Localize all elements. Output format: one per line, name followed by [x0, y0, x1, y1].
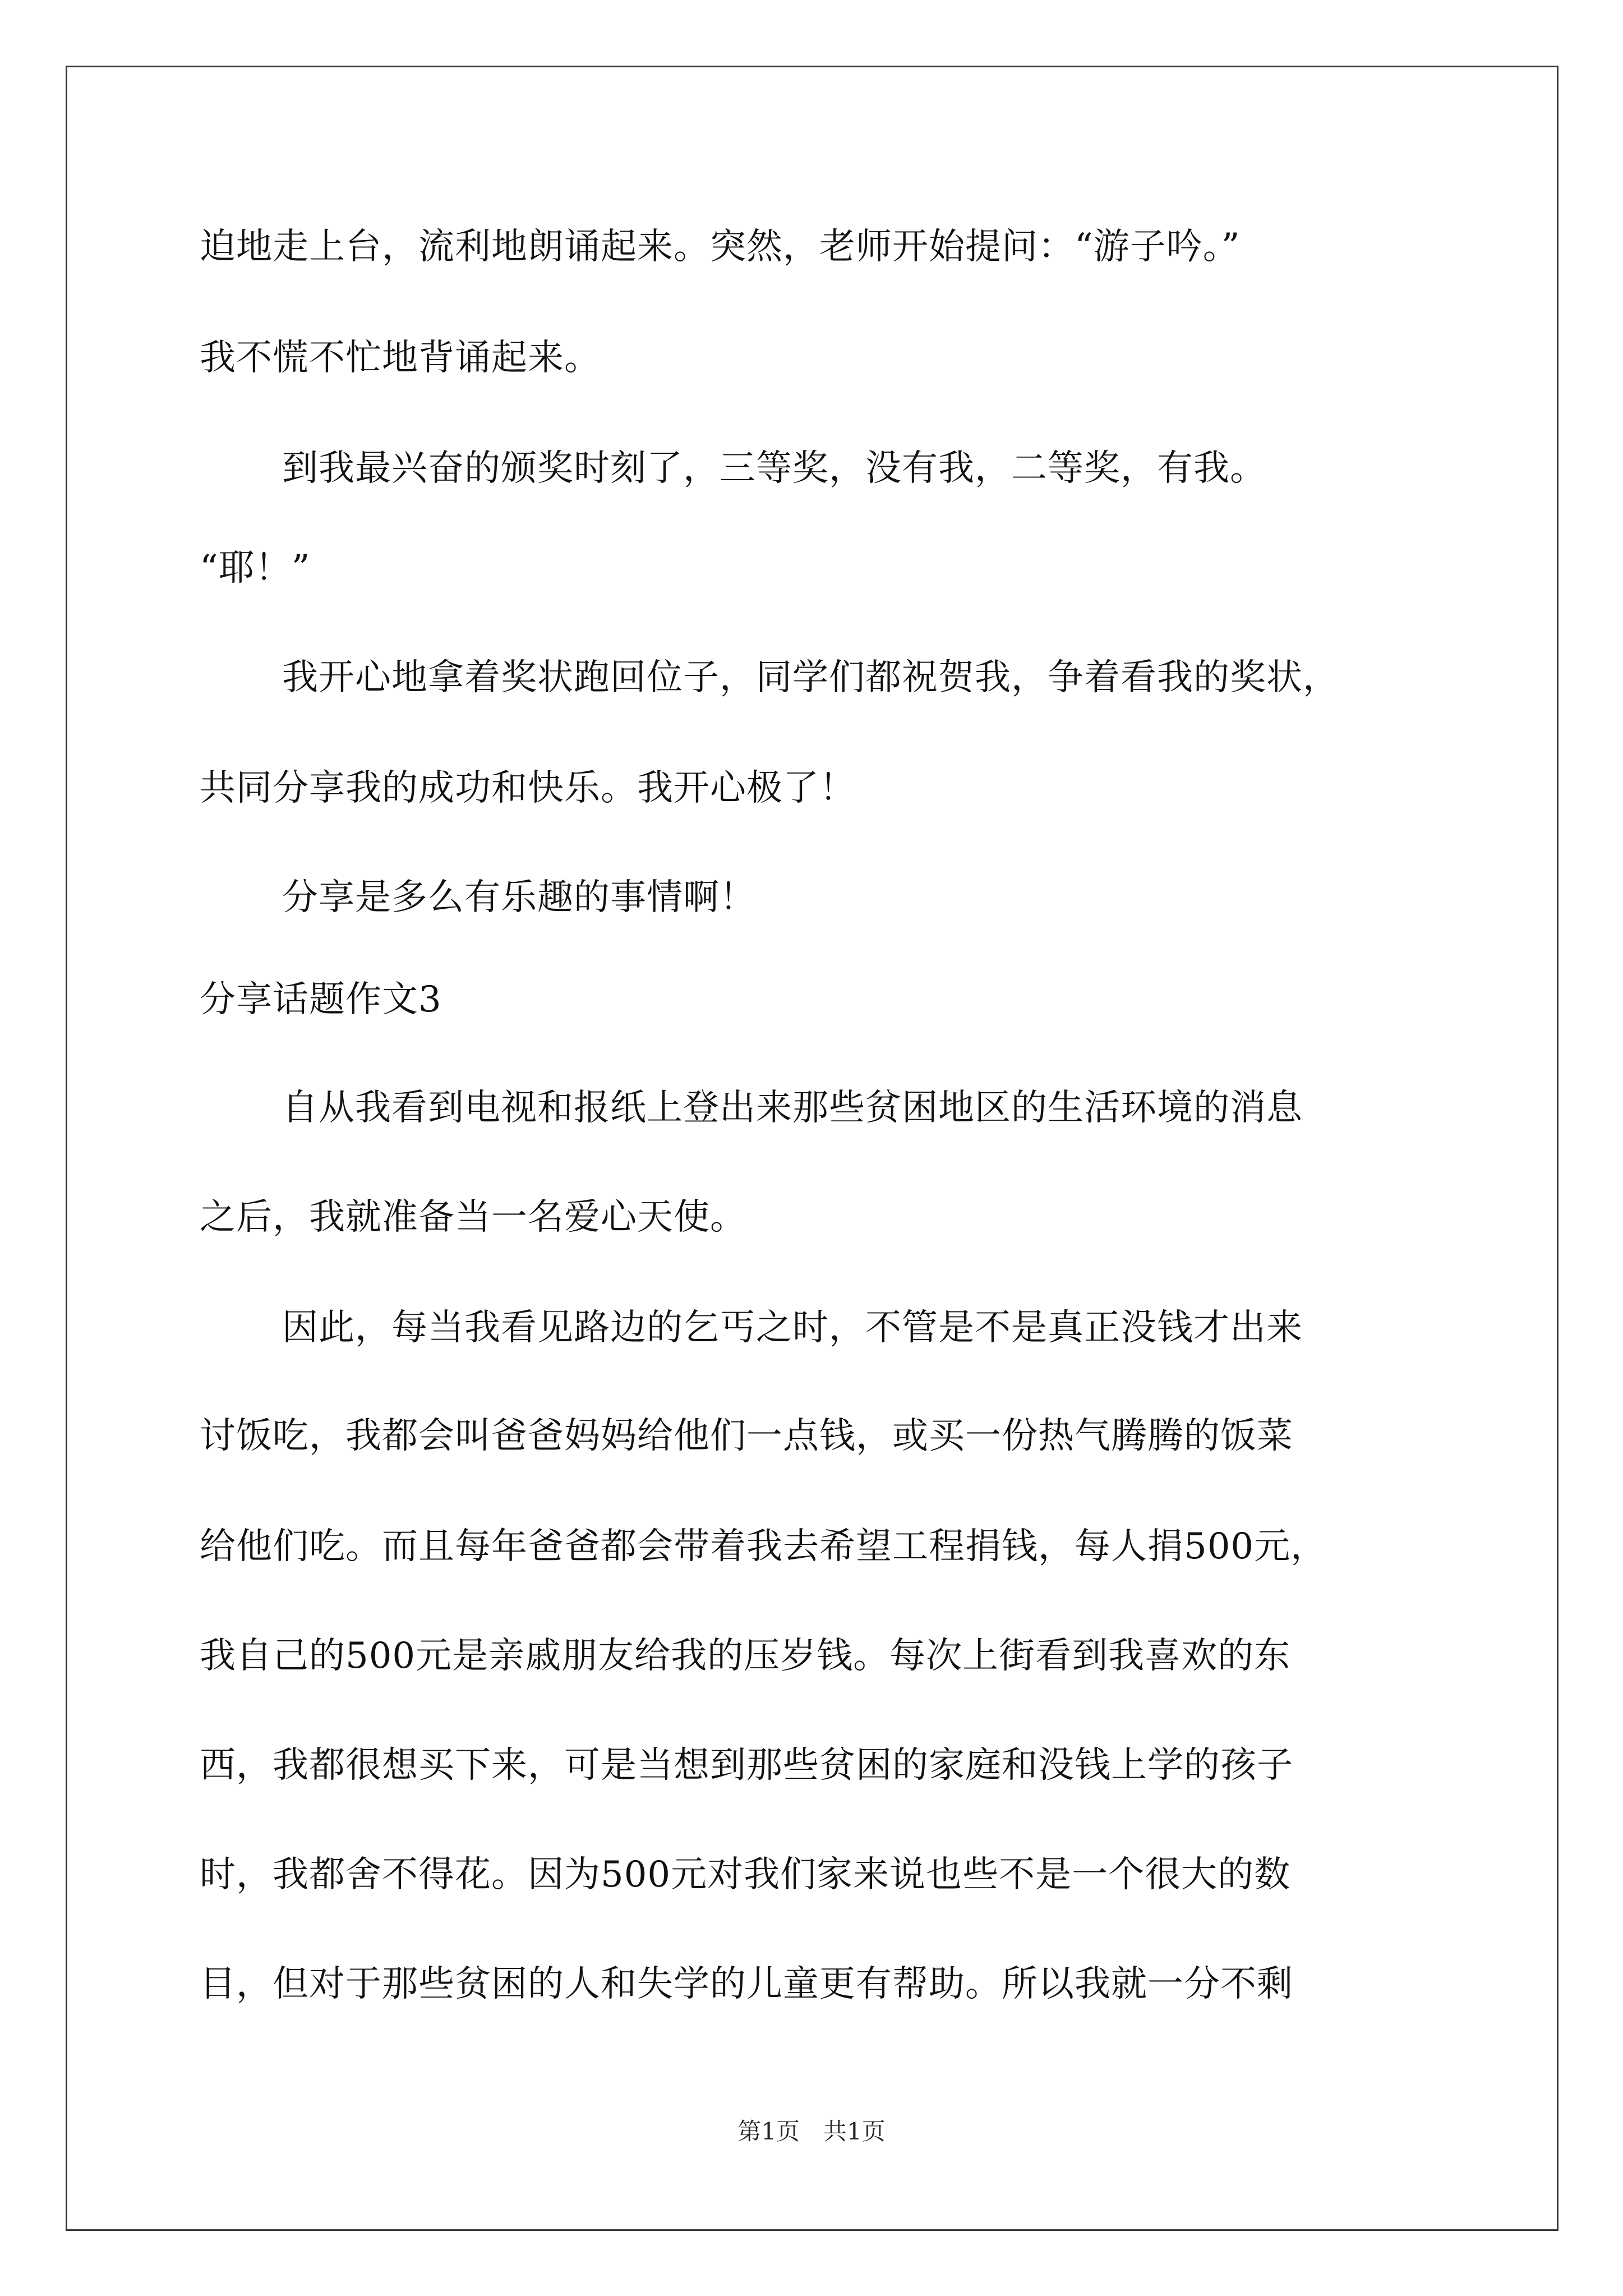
text-line: 分享是多么有乐趣的事情啊！ — [282, 877, 756, 918]
text-line: 自从我看到电视和报纸上登出来那些贫困地区的生活环境的消息 — [282, 1087, 1303, 1129]
text-line: 我不慌不忙地背诵起来。 — [200, 337, 601, 379]
text-line: 我自己的500元是亲戚朋友给我的压岁钱。每次上街看到我喜欢的东 — [200, 1635, 1291, 1677]
text-line: “耶！” — [200, 547, 311, 589]
text-line: 目，但对于那些贫困的人和失学的儿童更有帮助。所以我就一分不剩 — [200, 1963, 1293, 2005]
text-line: 迫地走上台，流利地朗诵起来。突然，老师开始提问：“游子吟。” — [200, 226, 1241, 268]
page-border — [66, 66, 1559, 2231]
text-line: 时，我都舍不得花。因为500元对我们家来说也些不是一个很大的数 — [200, 1854, 1291, 1895]
text-line: 我开心地拿着奖状跑回位子，同学们都祝贺我，争着看我的奖状， — [282, 657, 1339, 698]
text-line: 西，我都很想买下来，可是当想到那些贫困的家庭和没钱上学的孩子 — [200, 1745, 1293, 1786]
text-line: 到我最兴奋的颁奖时刻了，三等奖，没有我，二等奖，有我。 — [282, 448, 1266, 489]
text-line: 共同分享我的成功和快乐。我开心极了！ — [200, 767, 856, 809]
page-number-footer: 第1页 共1页 — [737, 2118, 886, 2145]
text-line: 讨饭吃，我都会叫爸爸妈妈给他们一点钱，或买一份热气腾腾的饭菜 — [200, 1415, 1293, 1457]
text-line: 之后，我就准备当一名爱心天使。 — [200, 1197, 746, 1238]
text-line: 因此，每当我看见路边的乞丐之时，不管是不是真正没钱才出来 — [282, 1307, 1303, 1349]
section-heading: 分享话题作文3 — [200, 979, 442, 1020]
text-line: 给他们吃。而且每年爸爸都会带着我去希望工程捐钱，每人捐500元， — [200, 1526, 1327, 1567]
